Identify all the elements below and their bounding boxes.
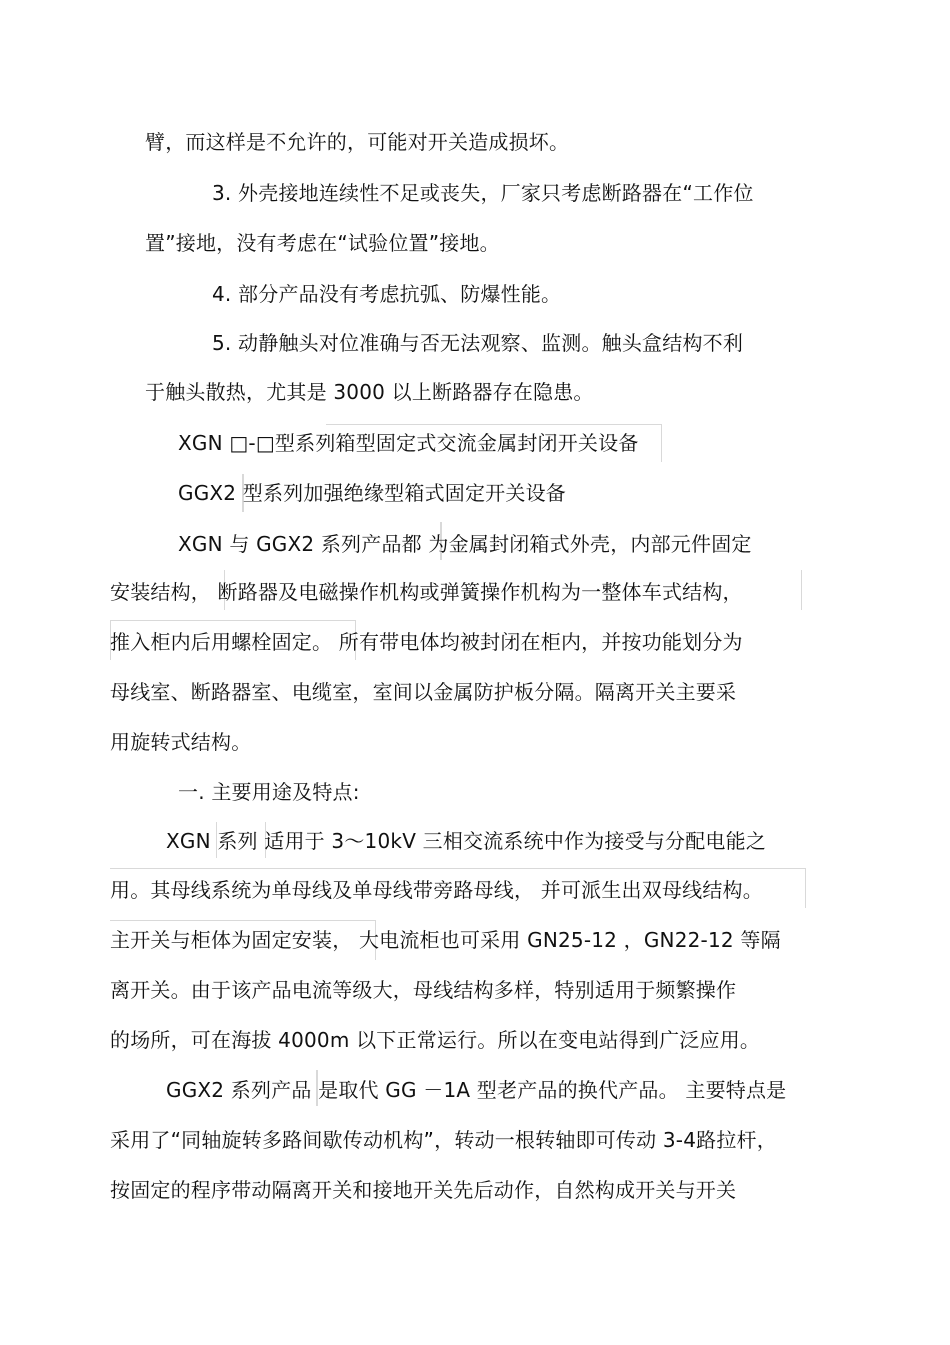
text-line: GGX2 型系列加强绝缘型箱式固定开关设备 [178,481,566,505]
text-line: 臂，而这样是不允许的，可能对开关造成损坏。 [145,130,570,154]
text-line: XGN □-□型系列箱型固定式交流金属封闭开关设备 [178,431,639,455]
text-line: 3. 外壳接地连续性不足或丧失，厂家只考虑断路器在“工作位 [212,181,754,205]
text-line: 置”接地，没有考虑在“试验位置”接地。 [145,231,500,255]
text-line: 推入柜内后用螺栓固定。 所有带电体均被封闭在柜内，并按功能划分为 [110,630,743,654]
text-line: 主开关与柜体为固定安装， 大电流柜也可采用 GN25-12 ，GN22-12 等隔 [110,928,781,952]
text-line: 安装结构， 断路器及电磁操作机构或弹簧操作机构为一整体车式结构， [110,580,743,604]
text-line: 采用了“同轴旋转多路间歇传动机构”，转动一根转轴即可传动 3-4路拉杆， [110,1128,777,1152]
text-line: GGX2 系列产品 是取代 GG －1A 型老产品的换代产品。 主要特点是 [166,1078,787,1102]
text-line: 离开关。由于该产品电流等级大，母线结构多样，特别适用于频繁操作 [110,978,737,1002]
text-line: 5. 动静触头对位准确与否无法观察、监测。触头盒结构不利 [212,331,744,355]
text-line: 于触头散热，尤其是 3000 以上断路器存在隐患。 [145,380,594,404]
text-line: 用旋转式结构。 [110,730,252,754]
text-line: XGN 系列 适用于 3～10kV 三相交流系统中作为接受与分配电能之 [166,829,767,853]
text-line: 用。其母线系统为单母线及单母线带旁路母线， 并可派生出双母线结构。 [110,878,763,902]
text-line: XGN 与 GGX2 系列产品都 为金属封闭箱式外壳，内部元件固定 [178,532,752,556]
text-line: 的场所，可在海拔 4000m 以下正常运行。所以在变电站得到广泛应用。 [110,1028,761,1052]
section-heading: 一. 主要用途及特点: [178,780,360,804]
text-line: 4. 部分产品没有考虑抗弧、防爆性能。 [212,282,562,306]
text-line: 母线室、断路器室、电缆室，室间以金属防护板分隔。隔离开关主要采 [110,680,737,704]
text-line: 按固定的程序带动隔离开关和接地开关先后动作，自然构成开关与开关 [110,1178,737,1202]
